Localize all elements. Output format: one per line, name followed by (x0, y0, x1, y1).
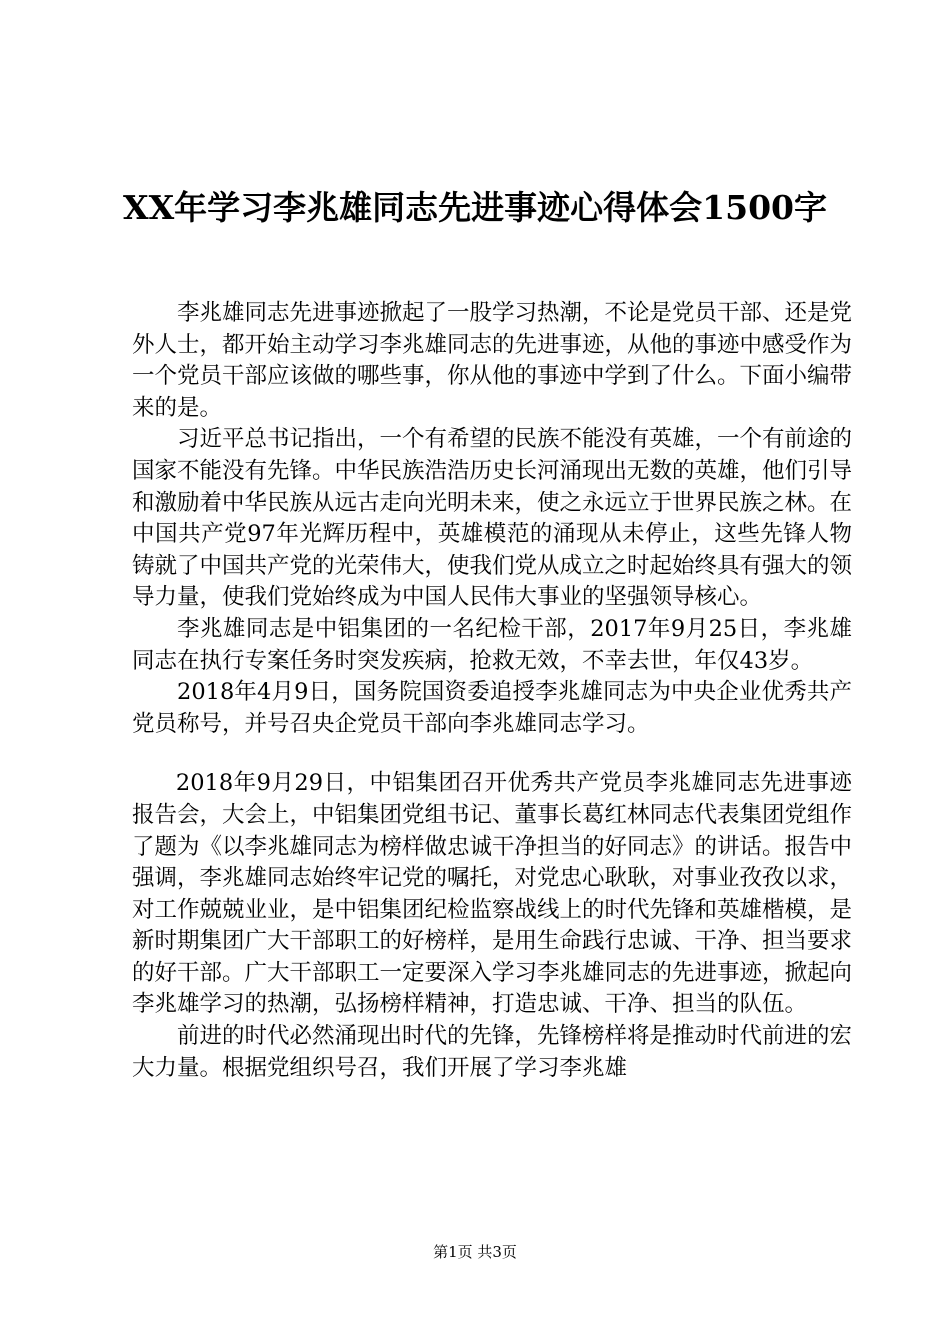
paragraph-award: 2018年4月9日，国务院国资委追授李兆雄同志为中央企业优秀共产党员称号，并号召央企党员干部向李兆雄同志学习。 (132, 679, 852, 737)
document-title: XX年学习李兆雄同志先进事迹心得体会1500字 (122, 188, 828, 227)
page-footer: 第1页 共3页 (433, 1243, 517, 1261)
paragraph-intro: 李兆雄同志先进事迹掀起了一股学习热潮，不论是党员干部、还是党外人士，都开始主动学习李兆雄同志的先进事迹，从他的事迹中感受作为一个党员干部应该做的哪些事，你从他的事迹中学到了什么。下面小编带来的是。 (132, 300, 853, 421)
paragraph-report-meeting: 2018年9月29日，中铝集团召开优秀共产党员李兆雄同志先进事迹报告会，大会上，中铝集团党组书记、董事长葛红林同志代表集团党组作了题为《以李兆雄同志为榜样做忠诚干净担当的好同志》的讲话。报告中强调，李兆雄同志始终牢记党的嘱托，对党忠心耿耿，对事业孜孜以求，对工作兢兢业业，是中铝集团纪检监察战线上的时代先锋和英雄楷模，是新时期集团广大干部职工的好榜样，是用生命践行忠诚、干净、担当要求的好干部。广大干部职工一定要深入学习李兆雄同志的先进事迹，掀起向李兆雄学习的热潮，弘扬榜样精神，打造忠诚、干净、担当的队伍。 (132, 770, 853, 1018)
document-body (132, 298, 852, 1084)
paragraph-biography: 李兆雄同志是中铝集团的一名纪检干部，2017年9月25日，李兆雄同志在执行专案任务时突发疾病，抢救无效，不幸去世，年仅43岁。 (132, 615, 852, 674)
paragraph-conclusion: 前进的时代必然涌现出时代的先锋，先锋榜样将是推动时代前进的宏大力量。根据党组织号召，我们开展了学习李兆雄 (132, 1023, 853, 1081)
paragraph-xi-quote: 习近平总书记指出，一个有希望的民族不能没有英雄，一个有前途的国家不能没有先锋。中华民族浩浩历史长河涌现出无数的英雄，他们引导和激励着中华民族从远古走向光明未来，使之永远立于世界民族之林。在中国共产党97年光辉历程中，英雄模范的涌现从未停止，这些先锋人物铸就了中国共产党的光荣伟大，使我们党从成立之时起始终具有强大的领导力量，使我们党始终成为中国人民伟大事业的坚强领导核心。 (132, 426, 853, 611)
